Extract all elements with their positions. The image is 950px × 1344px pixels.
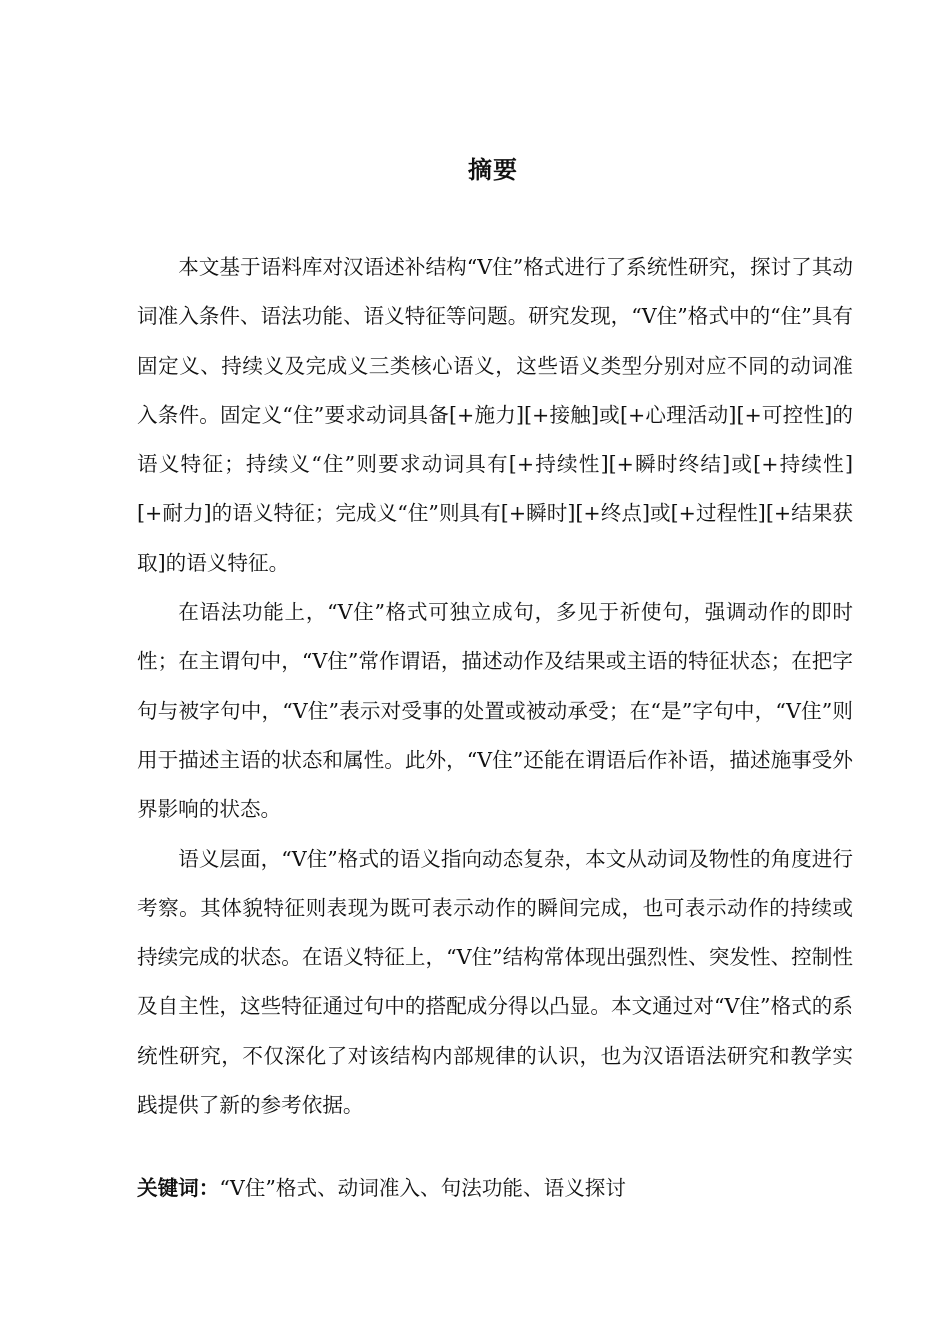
abstract-paragraph-1: 本文基于语料库对汉语述补结构“V住”格式进行了系统性研究，探讨了其动词准入条件、语法功能、语义特征等问题。研究发现，“V住”格式中的“住”具有固定义、持续义及完成义三类核心语义，这些语义类型分别对应不同的动词准入条件。固定义“住”要求动词具备[+施力][+接触]或[+心理活动][+可控性]的语义特征；持续义“住”则要求动词具有[+持续性][+瞬时终结]或[+持续性][+耐力]的语义特征；完成义“住”则具有[+瞬时][+终点]或[+过程性][+结果获取]的语义特征。 [137, 255, 853, 575]
abstract-paragraph-3: 语义层面，“V住”格式的语义指向动态复杂，本文从动词及物性的角度进行考察。其体貌特征则表现为既可表示动作的瞬间完成，也可表示动作的持续或持续完成的状态。在语义特征上，“V住”结构常体现出强烈性、突发性、控制性及自主性，这些特征通过句中的搭配成分得以凸显。本文通过对“V住”格式的系统性研究，不仅深化了对该结构内部规律的认识，也为汉语语法研究和教学实践提供了新的参考依据。 [137, 846, 853, 1118]
keywords-label: 关键词： [137, 1176, 220, 1200]
abstract-paragraph-2: 在语法功能上，“V住”格式可独立成句，多见于祈使句，强调动作的即时性；在主谓句中，“V住”常作谓语，描述动作及结果或主语的特征状态；在把字句与被字句中，“V住”表示对受事的处置或被动承受；在“是”字句中，“V住”则用于描述主语的状态和属性。此外，“V住”还能在谓语后作补语，描述施事受外界影响的状态。 [137, 600, 853, 822]
keywords-text: “V住”格式、动词准入、句法功能、语义探讨 [219, 1176, 626, 1200]
page-title: 摘要 [468, 156, 518, 184]
keywords-line [137, 1172, 853, 1204]
abstract-body [137, 243, 853, 1130]
